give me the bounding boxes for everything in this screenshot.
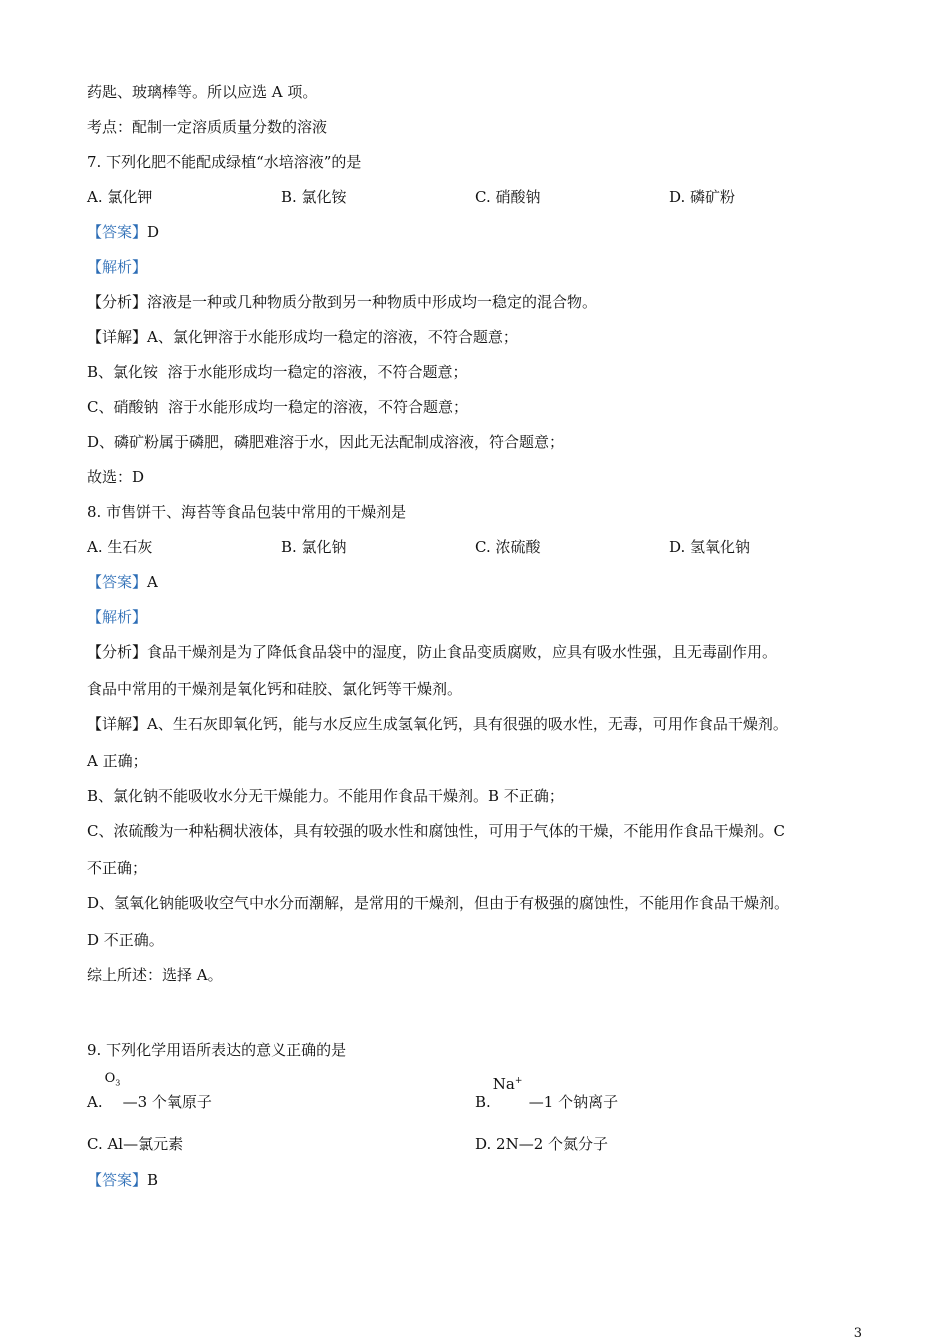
q9-option-b (475, 1075, 619, 1112)
question-9: 9. 下列化学用语所表达的意义正确的是 (87, 1041, 347, 1059)
answer-value: D (147, 223, 160, 241)
formula-symbol: Na (492, 1075, 515, 1093)
text-line: 故选：D (87, 468, 145, 486)
q7-option-a: A. 氯化钾 (87, 188, 153, 206)
xiangjie-tag: 【详解】 (87, 715, 148, 733)
text-line: D 不正确。 (87, 931, 164, 949)
q9-option-d: D. 2N—2 个氮分子 (475, 1135, 609, 1153)
question-7: 7. 下列化肥不能配成绿植“水培溶液”的是 (87, 153, 362, 171)
q7-fenxi (87, 292, 597, 312)
q8-option-b: B. 氯化钠 (281, 538, 347, 556)
text-line: 药匙、玻璃棒等。所以应选 A 项。 (87, 83, 318, 101)
option-text: —1 个钠离子 (528, 1093, 619, 1111)
q7-answer (87, 222, 159, 242)
formula-subscript: 3 (115, 1078, 121, 1088)
text-line: 食品中常用的干燥剂是氧化钙和硅胶、氯化钙等干燥剂。 (87, 680, 463, 698)
analysis-tag: 【解析】 (87, 608, 148, 626)
option-label: B. (475, 1093, 491, 1111)
q8-answer (87, 572, 158, 592)
q8-option-a: A. 生石灰 (87, 538, 153, 556)
text-line: A 正确； (87, 752, 148, 770)
answer-tag: 【答案】 (87, 223, 148, 241)
q8-option-c: C. 浓硫酸 (475, 538, 541, 556)
q9-option-a (87, 1071, 212, 1112)
q7-option-b: B. 氯化铵 (281, 188, 347, 206)
formula-na-plus (491, 1075, 529, 1107)
q7-option-d: D. 磷矿粉 (669, 188, 736, 206)
text-line: B、氯化铵 溶于水能形成均一稳定的溶液，不符合题意； (87, 363, 468, 381)
q7-xiangjie (87, 327, 518, 347)
formula-o3 (103, 1071, 123, 1107)
option-label: A. (87, 1093, 103, 1111)
analysis-tag: 【解析】 (87, 258, 148, 276)
q8-fenxi (87, 642, 777, 662)
text-line: C、硝酸钠 溶于水能形成均一稳定的溶液，不符合题意； (87, 398, 469, 416)
question-8: 8. 市售饼干、海苔等食品包装中常用的干燥剂是 (87, 503, 407, 521)
fenxi-text: 溶液是一种或几种物质分散到另一种物质中形成均一稳定的混合物。 (147, 293, 598, 311)
xiangjie-text: A、生石灰即氧化钙，能与水反应生成氢氧化钙，具有很强的吸水性，无毒，可用作食品干燥剂。 (147, 715, 788, 733)
text-line: B、氯化钠不能吸收水分无干燥能力。不能用作食品干燥剂。B 不正确； (87, 787, 564, 805)
fenxi-tag: 【分析】 (87, 643, 148, 661)
answer-value: A (147, 573, 158, 591)
text-line: 综上所述：选择 A。 (87, 966, 223, 984)
formula-symbol: O (104, 1071, 116, 1086)
q8-option-d: D. 氢氧化钠 (669, 538, 751, 556)
text-line: 不正确； (87, 859, 148, 877)
text-line: 考点：配制一定溶质质量分数的溶液 (87, 118, 328, 136)
fenxi-tag: 【分析】 (87, 293, 148, 311)
q8-xiangjie (87, 714, 788, 734)
text-line: C、浓硫酸为一种粘稠状液体，具有较强的吸水性和腐蚀性，可用于气体的干燥，不能用作食品干燥剂。C (87, 822, 785, 840)
q7-option-c: C. 硝酸钠 (475, 188, 541, 206)
q9-answer (87, 1170, 158, 1190)
answer-tag: 【答案】 (87, 1171, 148, 1189)
xiangjie-text: A、氯化钾溶于水能形成均一稳定的溶液，不符合题意； (147, 328, 518, 346)
page-number: 3 (853, 1326, 862, 1341)
answer-value: B (147, 1171, 159, 1189)
formula-charge: + (514, 1076, 523, 1086)
option-text: —3 个氧原子 (122, 1093, 212, 1111)
text-line: D、氢氧化钠能吸收空气中水分而潮解，是常用的干燥剂，但由于有极强的腐蚀性，不能用作食品干燥剂。 (87, 894, 790, 912)
q9-option-c: C. Al—氯元素 (87, 1135, 184, 1153)
answer-tag: 【答案】 (87, 573, 148, 591)
text-line: D、磷矿粉属于磷肥，磷肥难溶于水，因此无法配制成溶液，符合题意； (87, 433, 565, 451)
fenxi-text: 食品干燥剂是为了降低食品袋中的湿度，防止食品变质腐败，应具有吸水性强，且无毒副作用。 (147, 643, 778, 661)
xiangjie-tag: 【详解】 (87, 328, 148, 346)
